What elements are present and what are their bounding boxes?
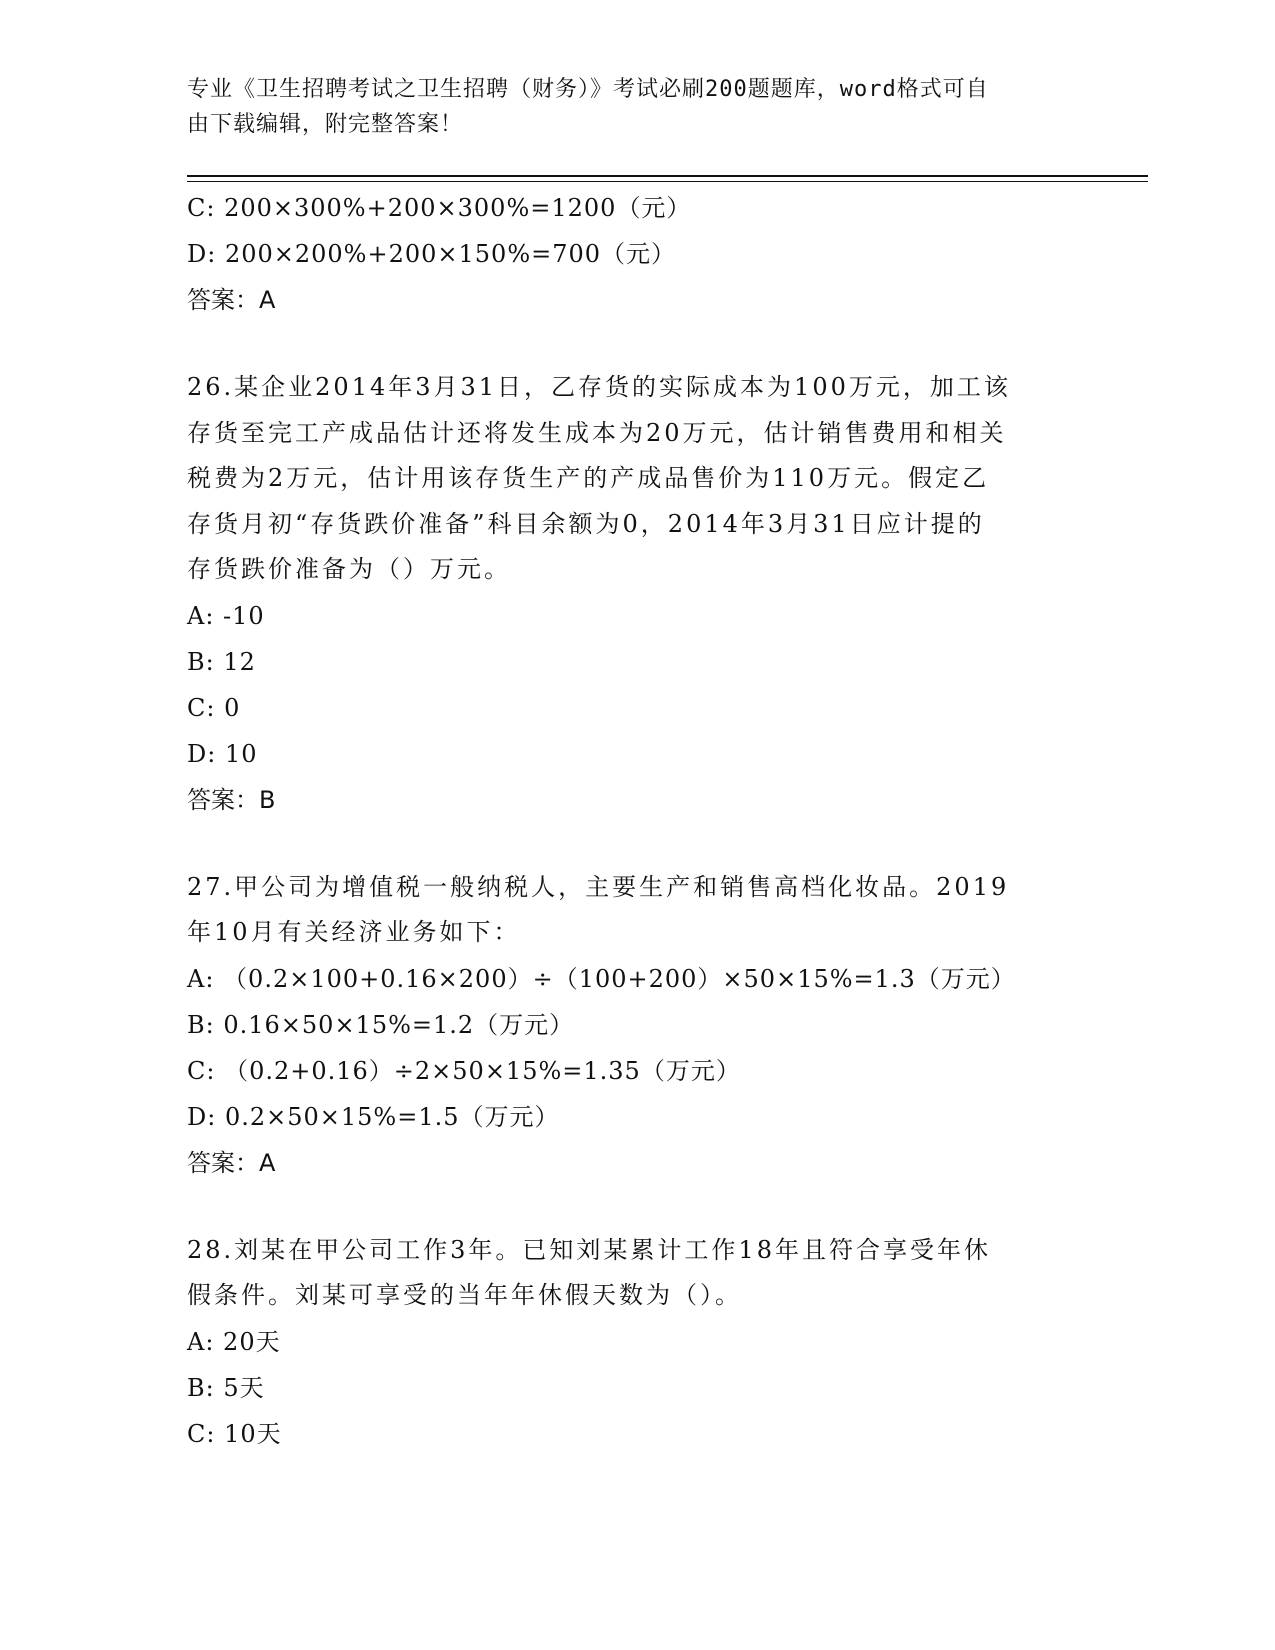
- option-c: C: 200×300%+200×300%=1200（元）: [187, 194, 692, 222]
- question-stem: [187, 865, 1087, 956]
- question-content: [187, 185, 1087, 1457]
- stem-line: 存货月初“存货跌价准备”科目余额为0，2014年3月31日应计提的: [187, 509, 985, 538]
- option-d: D: 0.2×50×15%=1.5（万元）: [187, 1102, 560, 1131]
- question-27: [187, 865, 1087, 1186]
- option-d: D: 10: [187, 739, 258, 768]
- question-26: [187, 365, 1087, 823]
- answer-line: 答案：A: [187, 1148, 276, 1177]
- stem-line: 存货跌价准备为（）万元。: [187, 555, 511, 583]
- stem-line: 27.甲公司为增值税一般纳税人，主要生产和销售高档化妆品。2019: [187, 872, 1010, 901]
- question-stem: [187, 365, 1087, 593]
- option-c: C: 0: [187, 693, 241, 722]
- option-b: B: 0.16×50×15%=1.2（万元）: [187, 1010, 575, 1039]
- answer-line: 答案：A: [187, 286, 276, 314]
- stem-line: 年10月有关经济业务如下：: [187, 918, 521, 946]
- question-stem: [187, 1228, 1087, 1319]
- header-line-1: 专业《卫生招聘考试之卫生招聘（财务）》考试必刷200题题库，word格式可自: [187, 77, 989, 102]
- option-c: C: 10天: [187, 1419, 282, 1448]
- option-a: A: -10: [187, 601, 265, 630]
- answer-line: 答案：B: [187, 785, 276, 814]
- stem-line: 28.刘某在甲公司工作3年。已知刘某累计工作18年且符合享受年休: [187, 1235, 991, 1264]
- option-c: C: （0.2+0.16）÷2×50×15%=1.35（万元）: [187, 1056, 741, 1085]
- header-line-2: 由下载编辑，附完整答案！: [187, 112, 464, 137]
- stem-line: 税费为2万元，估计用该存货生产的产成品售价为110万元。假定乙: [187, 464, 990, 492]
- option-b: B: 12: [187, 647, 256, 676]
- option-a: A: 20天: [187, 1327, 281, 1356]
- stem-line: 26.某企业2014年3月31日，乙存货的实际成本为100万元，加工该: [187, 373, 1011, 401]
- header-divider-thick: [187, 175, 1148, 177]
- option-d: D: 200×200%+200×150%=700（元）: [187, 240, 677, 268]
- previous-question-tail: [187, 185, 1087, 323]
- option-b: B: 5天: [187, 1373, 265, 1402]
- option-a: A: （0.2×100+0.16×200）÷（100+200）×50×15%=1.3（万元）: [187, 964, 1016, 993]
- document-header: [187, 72, 1067, 142]
- stem-line: 存货至完工产成品估计还将发生成本为20万元，估计销售费用和相关: [187, 418, 1007, 447]
- stem-line: 假条件。刘某可享受的当年年休假天数为（）。: [187, 1281, 742, 1309]
- header-divider-thin: [187, 181, 1148, 182]
- question-28: [187, 1228, 1087, 1457]
